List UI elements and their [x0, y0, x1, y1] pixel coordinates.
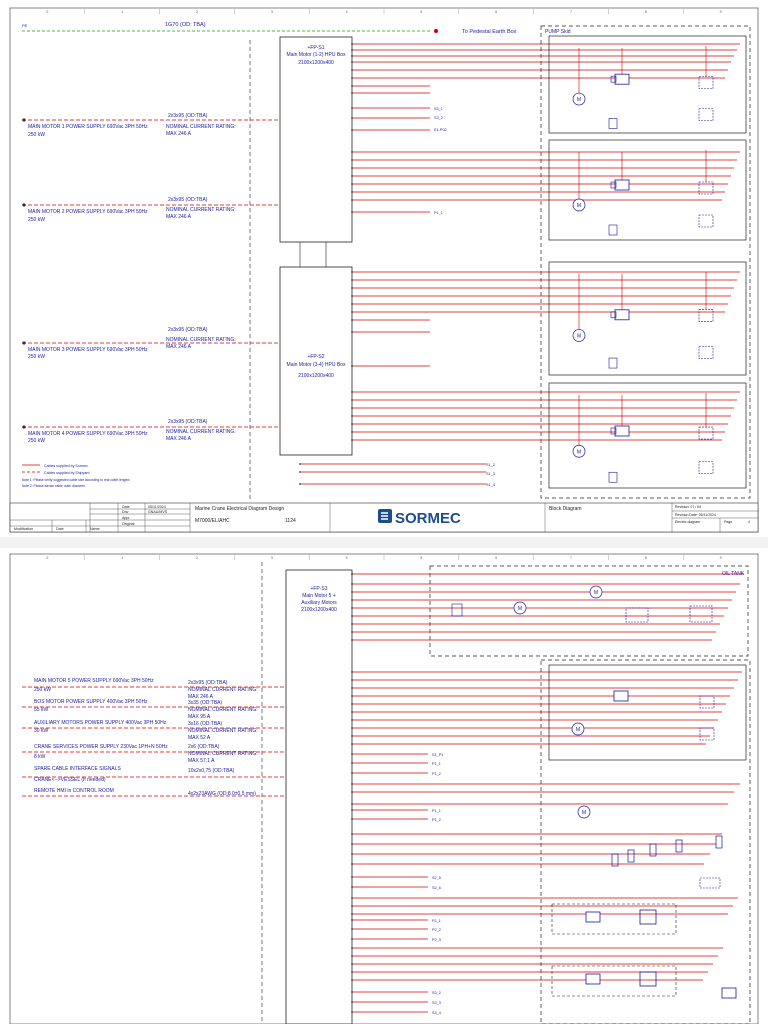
valve-icon — [615, 180, 629, 190]
terminal-dot — [351, 947, 353, 949]
supply-rating: NOMINAL CURRENT RATING: — [166, 207, 236, 213]
supply-power: 250 kW — [34, 687, 51, 693]
supply-spare-cable[interactable] — [22, 766, 286, 783]
hpu-box-s2[interactable] — [280, 267, 352, 455]
terminal-dot — [351, 863, 353, 865]
terminal-dot — [351, 955, 353, 957]
terminal-dot — [351, 639, 353, 641]
column-number: 0 — [46, 10, 49, 14]
hpu-box-s3-tag: +FP-S3 — [310, 586, 328, 592]
sheet-2-drawing — [0, 548, 768, 1024]
output-label: E1-P02 — [434, 128, 447, 132]
output-label: P1_1 — [432, 762, 441, 766]
tb-date2-label: Date — [56, 527, 64, 531]
hpu-box-s3[interactable] — [286, 570, 352, 1024]
supply-cable: 10x2x0,75 (OD:TBA) — [188, 768, 235, 774]
terminal-dot — [351, 671, 353, 673]
heater-icon — [452, 604, 462, 616]
terminal-dot — [351, 303, 353, 305]
tb-drawn-label: Drw — [122, 510, 129, 514]
terminal-dot — [351, 743, 353, 745]
supply-cable: 2x3x95 (OD:TBA) — [168, 419, 208, 425]
terminal-dot — [351, 711, 353, 713]
sensor-icon — [699, 347, 713, 359]
oil-tank-enclosure — [430, 566, 748, 656]
terminal-dot — [351, 818, 353, 820]
output-label: P2_2 — [432, 928, 441, 932]
terminal-dot — [351, 762, 353, 764]
terminal-dot — [299, 471, 301, 473]
terminal-dot — [351, 573, 353, 575]
pressure-switch-icon — [609, 225, 617, 235]
terminal-dot — [351, 979, 353, 981]
valve-icon — [615, 310, 629, 320]
terminal-dot — [351, 876, 353, 878]
terminal-dot — [351, 591, 353, 593]
output-label: P1_1 — [432, 809, 441, 813]
pump-module-frame — [549, 36, 746, 133]
supply-power: 250 kW — [28, 354, 45, 360]
sheet-separator — [0, 537, 768, 548]
terminal-dot — [351, 853, 353, 855]
temperature-sensor-icon — [626, 608, 648, 622]
valve-icon — [614, 691, 628, 701]
tb-page: 4 — [748, 520, 750, 524]
terminal-dot — [351, 175, 353, 177]
pressure-switch-icon — [609, 118, 617, 128]
hpu-box-s1[interactable] — [280, 37, 352, 242]
terminal-dot — [351, 407, 353, 409]
terminal-dot — [351, 772, 353, 774]
supply-max: MAX 246 A — [166, 214, 192, 220]
legend-solid-label: Cables supplied by Sormec — [44, 464, 88, 468]
terminal-dot — [351, 913, 353, 915]
terminal-dot — [351, 279, 353, 281]
terminal-dot — [351, 365, 353, 367]
ground-terminal — [434, 29, 438, 33]
sensor-icon — [699, 215, 713, 227]
terminal-dot — [351, 791, 353, 793]
terminal-dot — [351, 311, 353, 313]
motor-icon-label: M — [576, 449, 582, 456]
motor-icon-label: M — [576, 203, 582, 209]
tb-page-label: Page — [724, 520, 733, 524]
output-label: S2_5 — [432, 876, 441, 880]
supply-label: MAIN MOTOR 5 POWER SUPPLY 690Vac 3PH 50Hz — [34, 678, 154, 684]
tb-date: 05/11/2024 — [148, 505, 166, 509]
hpu-box-s2-tag: +FP-S2 — [307, 354, 325, 360]
hpu-box-s2-name: Main Motor (3-4) HPU Box — [286, 362, 346, 368]
terminal-dot — [351, 615, 353, 617]
title-block — [10, 503, 758, 532]
terminal-dot — [351, 423, 353, 425]
terminal-dot — [351, 431, 353, 433]
terminal-dot — [351, 295, 353, 297]
tb-doc-type: Electric diagram — [675, 520, 701, 524]
terminal-dot — [351, 49, 353, 51]
block-diagram-sheet-2 — [0, 548, 768, 1024]
motor-icon-label: M — [576, 97, 582, 104]
pressure-switch-icon — [609, 358, 617, 368]
column-number: 9 — [719, 556, 722, 560]
supply-remote-hmi[interactable] — [22, 788, 286, 797]
terminal-dot — [351, 703, 353, 705]
terminal-dot — [351, 331, 353, 333]
tb-orig-label: Original — [122, 522, 135, 526]
column-number: 6 — [495, 556, 498, 560]
supply-label: MAIN MOTOR 2 POWER SUPPLY 690Vac 3PH 50Hz — [28, 209, 148, 215]
supply-power: 250 kW — [28, 217, 45, 223]
column-number: 8 — [644, 556, 647, 560]
supply-power: 30 kW — [34, 728, 49, 734]
motor-icon-label: M — [576, 333, 582, 340]
supply-power: 250 kW — [28, 438, 45, 444]
pump-modules — [549, 36, 746, 488]
supply-main-motor-5[interactable] — [22, 678, 286, 700]
supply-max: MAX 246 A — [166, 436, 192, 442]
tb-drawn: GNAU/MVS — [148, 510, 168, 514]
terminal-dot — [351, 92, 353, 94]
terminal-dot — [351, 809, 353, 811]
terminal-dot — [351, 727, 353, 729]
supply-label: AUXILIARY MOTORS POWER SUPPLY 400Vac 3PH 50Hz — [34, 720, 167, 726]
terminal-dot — [351, 928, 353, 930]
supply-power: 250 kW — [28, 132, 45, 138]
terminal-dot — [351, 695, 353, 697]
motor-icon-label: M — [593, 590, 599, 596]
sheet-frame — [10, 8, 758, 532]
output-terminals — [434, 107, 495, 487]
hpu-box-s3-name2: Auxiliary Motors — [301, 600, 337, 606]
terminal-dot — [351, 897, 353, 899]
terminal-dot — [351, 55, 353, 57]
supply-main-motor-2[interactable] — [22, 197, 280, 223]
supply-max: MAX 57,1 A — [188, 758, 215, 764]
pedestal-target-label: To Pedestal Earth Box — [462, 29, 517, 35]
terminal-dot — [351, 971, 353, 973]
terminal-dot — [351, 415, 353, 417]
valve-icon — [722, 988, 736, 998]
tb-project: M7000/EL/AHC — [195, 518, 230, 524]
terminal-dot — [351, 886, 353, 888]
terminal-dot — [351, 963, 353, 965]
sensor-icon — [699, 462, 713, 474]
column-number: 8 — [644, 10, 647, 14]
hpu-box-s1-name: Main Motor (1-2) HPU Box — [286, 52, 346, 58]
terminal-dot — [351, 1001, 353, 1003]
heater-icon — [716, 836, 722, 848]
supply-label: MAIN MOTOR 4 POWER SUPPLY 690Vac 3PH 50Hz — [28, 431, 148, 437]
supply-cable: 2x3x95 (OD:TBA) — [168, 113, 208, 119]
supply-rating: NOMINAL CURRENT RATING: — [188, 707, 258, 713]
sensor-icon — [700, 728, 714, 740]
tb-appr-label: Appr — [122, 516, 130, 520]
terminal-dot — [351, 991, 353, 993]
output-label: S1_2 — [486, 463, 495, 467]
note-2: Note 2: Please advise cable outer diameter — [22, 484, 86, 488]
output-label: S1_4 — [486, 483, 495, 487]
supply-cable: 4x2x23AWG (OD:8.0±0.5 mm) — [188, 791, 256, 797]
terminal-dot — [351, 159, 353, 161]
terminal-dot — [351, 753, 353, 755]
terminal-dot — [351, 687, 353, 689]
supply-label: MAIN MOTOR 1 POWER SUPPLY 690Vac 3PH 50Hz — [28, 124, 148, 130]
terminal-dot — [351, 77, 353, 79]
supply-rating: NOMINAL CURRENT RATING: — [166, 337, 236, 343]
supply-power: 8 kW — [34, 754, 46, 760]
supply-rating: NOMINAL CURRENT RATING: — [188, 728, 258, 734]
supply-rating: NOMINAL CURRENT RATING: — [188, 687, 258, 693]
column-number: 7 — [570, 10, 572, 14]
output-label: S3_1 — [434, 107, 443, 111]
output-label: S2_6 — [432, 886, 441, 890]
output-label: S1_P1 — [432, 753, 444, 757]
pressure-switch-icon — [640, 910, 656, 924]
supply-cable: 3x16 (OD:TBA) — [188, 721, 223, 727]
tb-mod-label: Modification — [14, 527, 34, 531]
supply-crane-services[interactable] — [22, 744, 286, 764]
ground-cable-label: 1G70 (OD: TBA) — [165, 22, 206, 28]
output-label: S3_3 — [432, 1001, 441, 1005]
output-label: P2_1 — [432, 919, 441, 923]
column-number: 4 — [345, 10, 348, 14]
terminal-dot — [351, 439, 353, 441]
terminal-dot — [351, 117, 353, 119]
terminal-dot — [351, 399, 353, 401]
supply-bos-motor[interactable] — [22, 699, 286, 720]
main-motor-supplies — [22, 113, 280, 444]
valve-icon — [586, 912, 600, 922]
terminal-dot — [351, 599, 353, 601]
output-label: P2_3 — [432, 938, 441, 942]
pump-module-frame — [549, 262, 746, 375]
auxiliary-feeders — [351, 573, 744, 1013]
terminal-dot — [351, 43, 353, 45]
output-label: P1_2 — [432, 818, 441, 822]
supply-label: MAIN MOTOR 3 POWER SUPPLY 690Vac 3PH 50Hz — [28, 347, 148, 353]
terminal-dot — [351, 583, 353, 585]
sensor-icon — [699, 427, 713, 439]
terminal-dot — [351, 719, 353, 721]
terminal-dot — [351, 623, 353, 625]
column-number: 3 — [270, 10, 273, 14]
sensor-icon — [699, 77, 713, 89]
column-number: 3 — [270, 556, 273, 560]
terminal-box-icon — [700, 878, 720, 888]
valve-icon — [615, 74, 629, 84]
sensor-icon — [699, 109, 713, 121]
supply-label: REMOTE HMI in CONTROL ROOM — [34, 788, 114, 794]
column-number: 6 — [495, 10, 498, 14]
terminal-dot — [351, 167, 353, 169]
supply-main-motor-3[interactable] — [22, 327, 280, 360]
terminal-dot — [351, 129, 353, 131]
pressure-switch-icon — [640, 972, 656, 986]
terminal-dot — [351, 905, 353, 907]
sensor-icon — [700, 696, 714, 708]
terminal-dot — [351, 607, 353, 609]
hpu-box-s1-tag: +FP-S1 — [307, 45, 325, 51]
column-number: 0 — [46, 556, 49, 560]
sheet-frame — [10, 554, 758, 1024]
pump-skid-label: PUMP Skid — [545, 29, 571, 35]
tb-title: Marine Crane Electrical Diagram Design — [195, 506, 285, 512]
output-label: P1_1 — [434, 211, 443, 215]
output-label: S3_2 — [434, 116, 443, 120]
terminal-dot — [299, 463, 301, 465]
terminal-dot — [299, 483, 301, 485]
column-number: 1 — [121, 10, 124, 14]
output-label: S1_3 — [486, 472, 495, 476]
supply-max: MAX 52 A — [188, 735, 211, 741]
pressure-switch-icon — [609, 472, 617, 482]
supply-cable: 3x35 (OD:TBA) — [188, 700, 223, 706]
supply-rating: NOMINAL CURRENT RATING: — [166, 429, 236, 435]
pump-module-frame — [549, 140, 746, 240]
terminal-dot — [351, 391, 353, 393]
terminal-dot — [351, 1011, 353, 1013]
terminal-dot — [351, 833, 353, 835]
terminal-dot — [351, 679, 353, 681]
terminal-dot — [351, 107, 353, 109]
motor-icon-label: M — [575, 727, 581, 733]
column-ruler — [46, 555, 721, 560]
column-number: 2 — [196, 10, 198, 14]
filter-enclosure — [552, 966, 676, 996]
supply-cable: 2x3x95 (OD:TBA) — [168, 327, 208, 333]
terminal-dot — [351, 211, 353, 213]
hpu-box-s2-size: 2100x1200x400 — [298, 373, 334, 379]
terminal-dot — [351, 199, 353, 201]
cable-legend — [22, 464, 130, 488]
column-number: 5 — [420, 556, 423, 560]
motor-icon-label: M — [581, 810, 587, 816]
terminal-dot — [351, 287, 353, 289]
supply-main-motor-4[interactable] — [22, 419, 280, 444]
supply-label: CRANE SERVICES POWER SUPPLY 230Vac 1PH+N 50Hz — [34, 744, 168, 750]
column-number: 1 — [121, 556, 124, 560]
terminal-dot — [351, 319, 353, 321]
column-ruler — [46, 9, 721, 14]
column-number: 5 — [420, 10, 423, 14]
pe-label: PE — [22, 23, 28, 28]
hpu-box-s3-name: Main Motor 5 + — [302, 593, 336, 599]
terminal-dot — [351, 919, 353, 921]
column-number: 4 — [345, 556, 348, 560]
tb-number: 1124 — [285, 518, 296, 524]
hpu-box-s3-size: 2100x1200x400 — [301, 607, 337, 613]
tb-sheet-title: Block Diagram — [549, 506, 582, 512]
supply-cable: 2x3x95 (OD:TBA) — [188, 680, 228, 686]
supply-cable: 2x6 (OD:TBA) — [188, 744, 220, 750]
heater-icon — [628, 850, 634, 862]
terminal-dot — [351, 938, 353, 940]
output-label: S3_4 — [432, 1011, 441, 1015]
terminal-dot — [351, 151, 353, 153]
terminal-dot — [351, 631, 353, 633]
supply-max: MAX 246 A — [166, 344, 192, 350]
auxiliary-supplies — [22, 678, 286, 797]
terminal-dot — [351, 735, 353, 737]
terminal-dot — [351, 61, 353, 63]
supply-max: MAX 95 A — [188, 714, 211, 720]
motor-icon-label: M — [517, 606, 523, 612]
terminal-dot — [351, 271, 353, 273]
valve-icon — [586, 974, 600, 984]
pump-skid-enclosure — [541, 660, 750, 1024]
terminal-dot — [351, 85, 353, 87]
output-label: S3_2 — [432, 991, 441, 995]
sensor-icon — [699, 309, 713, 321]
terminal-dot — [351, 843, 353, 845]
note-1: Note 1: Please verify suggested cable size according to real cable lengths — [22, 478, 130, 482]
supply-auxiliary-motors[interactable] — [22, 720, 286, 741]
supply-label: BOS MOTOR POWER SUPPLY 400Vac 3PH 50Hz — [34, 699, 148, 705]
supply-max: MAX 246 A — [166, 131, 192, 137]
oil-tank-label: OIL TANK — [722, 571, 745, 577]
pump-feeders — [299, 43, 740, 485]
column-number: 9 — [719, 10, 722, 14]
company-name: SORMEC — [395, 510, 461, 527]
column-number: 2 — [196, 556, 198, 560]
output-label: P1_2 — [432, 772, 441, 776]
terminal-dot — [351, 183, 353, 185]
supply-label: SPARE CABLE INTERFACE SIGNALS — [34, 766, 121, 772]
supply-rating: NOMINAL CURRENT RATING: — [188, 751, 258, 757]
terminal-dot — [351, 191, 353, 193]
terminal-dot — [351, 803, 353, 805]
tb-revision-date: Revision Date: 05/11/2024 — [675, 513, 716, 517]
supply-power: CRANE<-->VESSEL (If needed) — [34, 777, 106, 783]
supply-rating: NOMINAL CURRENT RATING: — [166, 124, 236, 130]
column-number: 7 — [570, 556, 572, 560]
supply-main-motor-1[interactable] — [22, 113, 280, 138]
tb-name-label: Name — [90, 527, 100, 531]
pump-module-frame — [549, 383, 746, 488]
terminal-dot — [351, 69, 353, 71]
hpu-box-s1-size: 2100x1200x400 — [298, 60, 334, 66]
supply-max: MAX 246 A — [188, 694, 214, 700]
valve-icon — [615, 426, 629, 436]
tb-date-label: Date — [122, 505, 130, 509]
legend-dashed-label: Cables supplied by Shipyard — [44, 471, 90, 475]
level-sensor-icon — [690, 606, 712, 622]
filter-enclosure — [552, 904, 676, 934]
terminal-dot — [351, 783, 353, 785]
heater-icon — [676, 840, 682, 852]
pump-module-5[interactable] — [549, 665, 746, 760]
supply-power: 55 kW — [34, 707, 49, 713]
supply-cable: 2x3x95 (OD:TBA) — [168, 197, 208, 203]
tb-revision: Revision: 07 / 00 — [675, 505, 702, 509]
